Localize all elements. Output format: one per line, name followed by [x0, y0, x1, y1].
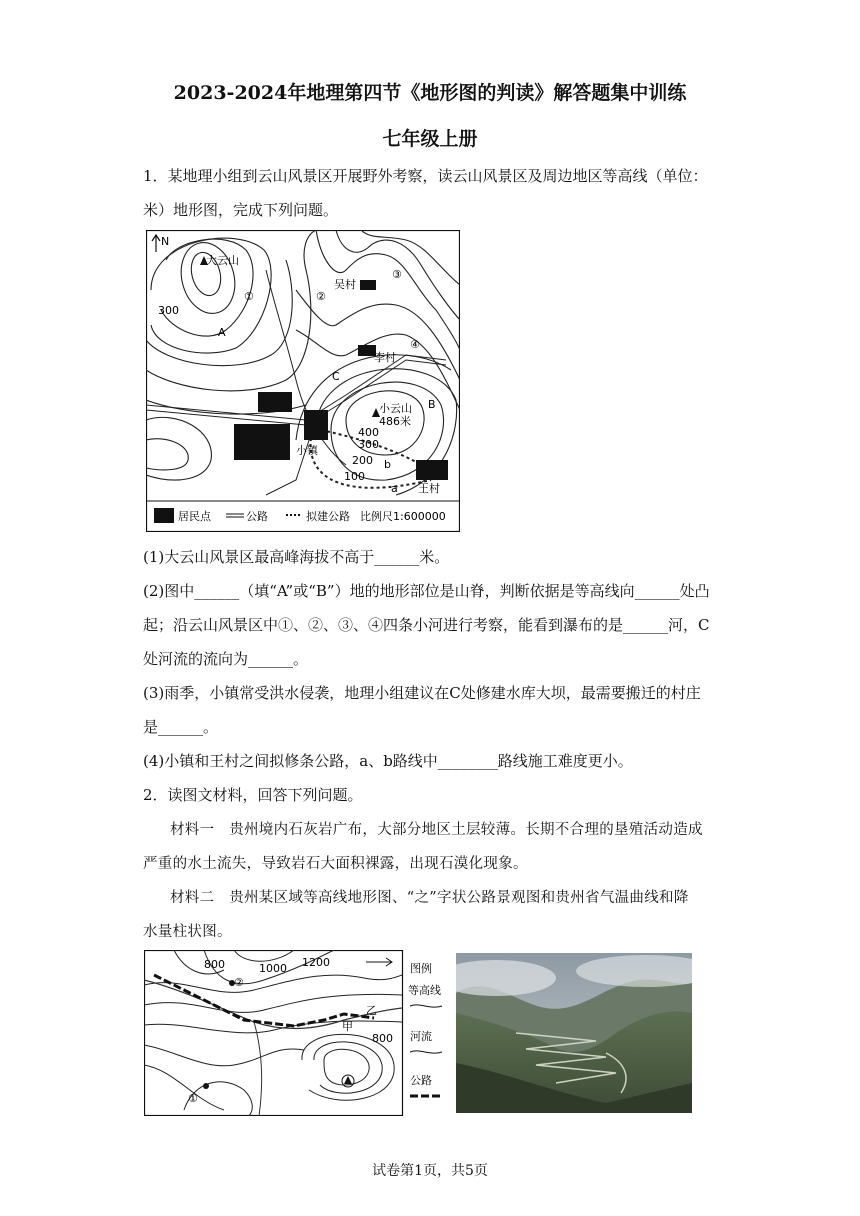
map1-point-b: b — [384, 458, 391, 471]
map1-point-b-upper: B — [428, 398, 436, 411]
map1-village-li: 李村 — [374, 351, 396, 364]
map1-contour-200: 200 — [352, 454, 373, 467]
q1-sub2-line1: (2)图中______（填“A”或“B”）地的地形部位是山脊，判断依据是等高线向______处凸 — [143, 582, 710, 600]
map2-yi: 乙 — [366, 1004, 377, 1017]
map2-label-1200: 1200 — [302, 956, 330, 969]
map1-river-1: ① — [244, 290, 254, 303]
q1-stem-line1: 1．某地理小组到云山风景区开展野外考察，读云山风景区及周边地区等高线（单位： — [143, 167, 708, 185]
map2-jia: 甲 — [342, 1020, 353, 1033]
map1-contour-300a: 300 — [158, 304, 179, 317]
legend-scale: 比例尺1:600000 — [360, 510, 446, 523]
map2-label-800b: 800 — [372, 1032, 393, 1045]
map1-peak-small: 小云山 — [379, 402, 412, 415]
map1-point-a-upper: A — [218, 326, 226, 339]
map1-point-a: a — [391, 482, 398, 495]
q2-material1-line2: 严重的水土流失，导致岩石大面积裸露，出现石漠化现象。 — [143, 856, 528, 872]
zigzag-road-photo — [456, 953, 692, 1113]
map2-point1: ① — [188, 1092, 198, 1105]
map1-village-wu: 吴村 — [334, 278, 356, 291]
q1-sub1: (1)大云山风景区最高峰海拔不高于______米。 — [143, 548, 450, 566]
page-subtitle: 七年级上册 — [382, 128, 478, 150]
q1-sub4: (4)小镇和王村之间拟修条公路，a、b路线中________路线施工难度更小。 — [143, 752, 633, 770]
q1-sub3-line2: 是______。 — [143, 718, 219, 736]
q1-sub3-line1: (3)雨季，小镇常受洪水侵袭，地理小组建议在C处修建水库大坝，最需要搬迁的村庄 — [143, 684, 701, 702]
q2-material2-line2: 水量柱状图。 — [143, 924, 232, 940]
map1-contour-300b: 300 — [358, 438, 379, 451]
guizhou-contour-map — [144, 950, 448, 1116]
legend-planned-road: 拟建公路 — [306, 510, 350, 523]
q1-sub2-line3: 处河流的流向为______。 — [143, 650, 309, 668]
map1-point-c: C — [332, 370, 340, 383]
map1-town: 小镇 — [296, 444, 318, 457]
map2-label-800: 800 — [204, 958, 225, 971]
legend-settlement-swatch — [154, 508, 174, 523]
map1-north: N — [161, 235, 170, 248]
map2-point2: ② — [234, 976, 244, 989]
map1-contour-100: 100 — [344, 470, 365, 483]
map1-peak-small-height: 486米 — [379, 415, 411, 428]
q1-sub2-line2: 起；沿云山风景区中①、②、③、④四条小河进行考察，能看到瀑布的是______河，C — [143, 616, 710, 634]
map2-legend-river: 河流 — [410, 1030, 432, 1043]
map1-peak-big: 大云山 — [206, 254, 239, 267]
map1-river-2: ② — [316, 290, 326, 303]
map1-village-wang: 王村 — [418, 482, 440, 495]
yunshan-contour-map — [146, 230, 460, 532]
page-footer: 试卷第1页，共5页 — [372, 1163, 488, 1179]
map2-legend-contour: 等高线 — [408, 984, 441, 997]
legend-road: 公路 — [246, 510, 268, 523]
q2-stem: 2．读图文材料，回答下列问题。 — [143, 786, 363, 804]
map2-label-1000: 1000 — [259, 962, 287, 975]
map1-contour-400: 400 — [358, 426, 379, 439]
map1-river-4: ④ — [410, 338, 420, 351]
q1-stem-line2: 米）地形图，完成下列问题。 — [143, 201, 339, 219]
q2-material2-line1: 材料二 贵州某区域等高线地形图、“之”字状公路景观图和贵州省气温曲线和降 — [170, 890, 689, 906]
map2-legend-title: 图例 — [410, 962, 432, 975]
q2-material1-line1: 材料一 贵州境内石灰岩广布，大部分地区土层较薄。长期不合理的垦殖活动造成 — [170, 822, 703, 838]
page-title: 2023-2024年地理第四节《地形图的判读》解答题集中训练 — [173, 82, 687, 104]
legend-settlement: 居民点 — [178, 510, 211, 523]
map1-river-3: ③ — [392, 268, 402, 281]
map2-legend-road: 公路 — [410, 1074, 432, 1087]
